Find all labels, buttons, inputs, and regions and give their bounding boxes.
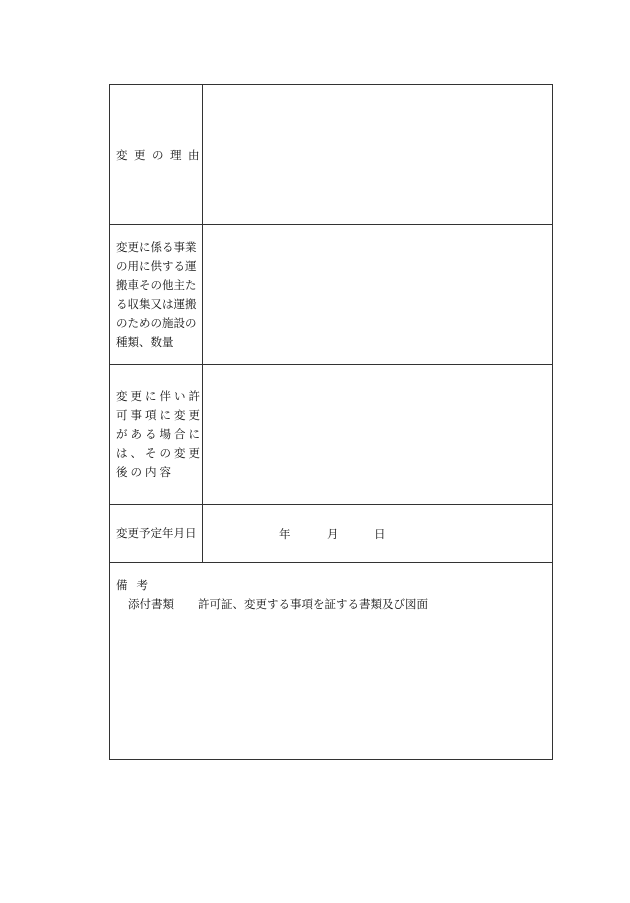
- permit-changes-label-line-4: は、その変更: [116, 446, 203, 460]
- row-scheduled-date: [110, 505, 552, 563]
- month-label: 月: [327, 526, 339, 541]
- remarks-title: 備考: [116, 578, 157, 592]
- change-reason-field[interactable]: [203, 85, 552, 224]
- facilities-label-line-2: の用に供する運: [116, 259, 197, 273]
- facilities-label-line-4: る収集又は運搬: [116, 297, 197, 311]
- facilities-label-line-3: 搬車その他主た: [116, 278, 197, 292]
- facilities-label-line-6: 種類、数量: [116, 335, 174, 349]
- attachments-label: 添付書類: [128, 597, 174, 611]
- year-label: 年: [279, 526, 291, 541]
- permit-changes-label-line-1: 変更に伴い許: [116, 389, 203, 403]
- change-reason-label: 変更の理由: [116, 148, 206, 162]
- label-cell-scheduled-date: [110, 505, 203, 562]
- row-remarks: [110, 563, 552, 759]
- label-cell-permit-changes: [110, 365, 203, 504]
- attachments-line: [128, 596, 428, 612]
- facilities-field[interactable]: [203, 225, 552, 364]
- permit-changes-label-line-5: 後の内容: [116, 465, 174, 479]
- application-form-table: [109, 84, 553, 760]
- facilities-label-line-1: 変更に係る事業: [116, 240, 197, 254]
- facilities-label-line-5: のための施設の: [116, 316, 197, 330]
- attachments-value: 許可証、変更する事項を証する書類及び図面: [198, 597, 428, 611]
- label-cell-change-reason: [110, 85, 206, 224]
- permit-changes-label-line-3: がある場合に: [116, 427, 203, 441]
- label-cell-facilities: [110, 225, 203, 364]
- scheduled-date-field[interactable]: [203, 505, 552, 562]
- row-permit-changes: [110, 365, 552, 505]
- row-change-reason: [110, 85, 552, 225]
- day-label: 日: [374, 526, 386, 541]
- permit-changes-field[interactable]: [203, 365, 552, 504]
- scheduled-date-label: 変更予定年月日: [116, 526, 197, 540]
- permit-changes-label-line-2: 可事項に変更: [116, 408, 203, 422]
- row-facilities: [110, 225, 552, 365]
